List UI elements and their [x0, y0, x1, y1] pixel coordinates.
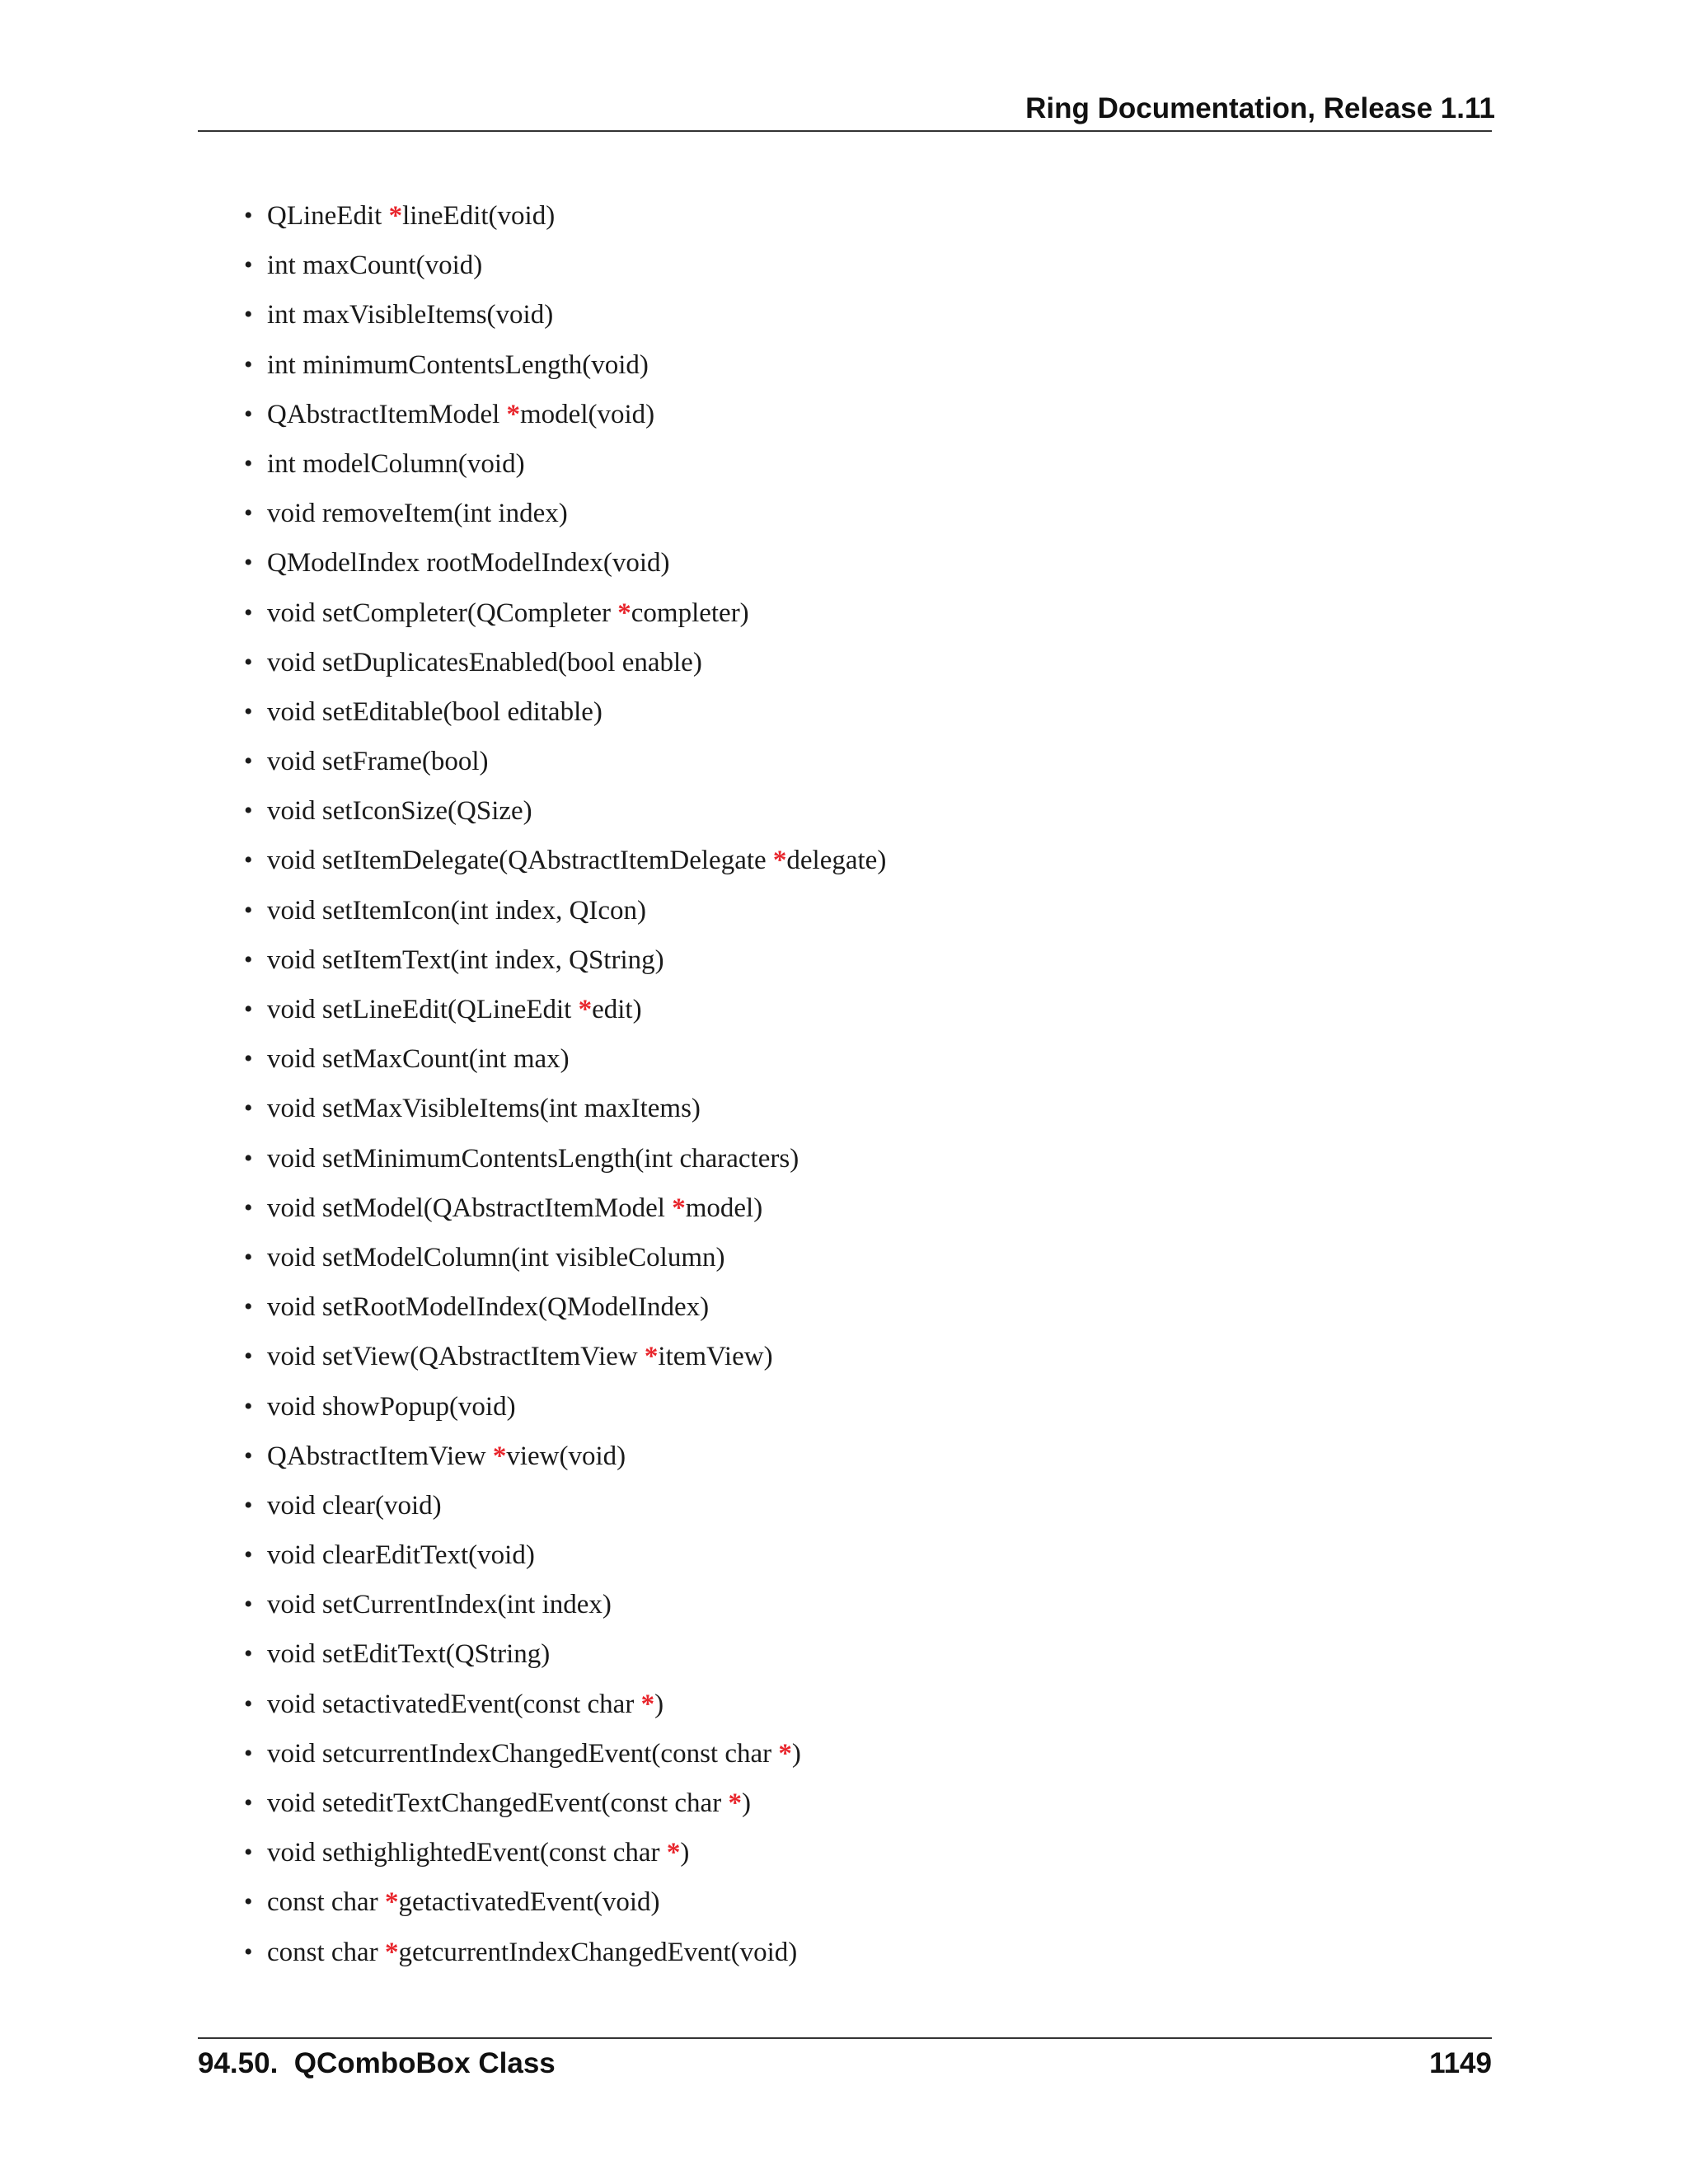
bullet-icon: •	[244, 598, 253, 626]
list-item	[0, 1785, 886, 1835]
method-signature-text: )	[791, 1738, 801, 1769]
bullet-icon: •	[244, 1789, 253, 1816]
method-signature-text: delegate)	[786, 846, 887, 876]
list-item	[0, 1636, 886, 1685]
list-item	[0, 644, 886, 694]
bullet-icon: •	[244, 1640, 253, 1668]
list-item	[0, 1934, 886, 1984]
list-item	[0, 1289, 886, 1338]
method-signature-text: void setItemIcon(int index, QIcon)	[267, 895, 647, 926]
pointer-asterisk: *	[384, 1937, 399, 1967]
list-item	[0, 1537, 886, 1586]
list-item	[0, 842, 886, 892]
bullet-icon: •	[244, 1243, 253, 1271]
list-item	[0, 1686, 886, 1736]
pointer-asterisk: *	[388, 201, 403, 231]
pointer-asterisk: *	[778, 1738, 792, 1769]
method-signature-text: int maxCount(void)	[267, 251, 483, 281]
method-signature-text: void setcurrentIndexChangedEvent(const char	[267, 1738, 779, 1769]
method-signature-text: void setModel(QAbstractItemModel	[267, 1193, 673, 1223]
method-signature-text: void setModelColumn(int visibleColumn)	[267, 1242, 725, 1272]
list-item	[0, 446, 886, 495]
method-signature-text: itemView)	[658, 1342, 773, 1372]
method-list	[0, 198, 886, 1984]
bullet-icon: •	[244, 549, 253, 577]
footer-section-title: 94.50. QComboBox Class	[198, 2047, 556, 2079]
bullet-icon: •	[244, 1938, 253, 1966]
list-item	[0, 1240, 886, 1289]
bullet-icon: •	[244, 846, 253, 874]
method-signature-text: QAbstractItemModel	[267, 399, 507, 429]
method-signature-text: )	[741, 1788, 751, 1818]
bullet-icon: •	[244, 1888, 253, 1916]
method-signature-text: void setLineEdit(QLineEdit	[267, 995, 579, 1024]
method-signature-text: int maxVisibleItems(void)	[267, 300, 554, 330]
method-signature-text: void setCurrentIndex(int index)	[267, 1590, 612, 1620]
bullet-icon: •	[244, 1193, 253, 1221]
bullet-icon: •	[244, 896, 253, 924]
pointer-asterisk: *	[578, 995, 593, 1024]
pointer-asterisk: *	[640, 1689, 655, 1719]
method-signature-text: void removeItem(int index)	[267, 499, 568, 529]
list-item	[0, 297, 886, 346]
method-signature-text: void setCompleter(QCompleter	[267, 598, 618, 628]
bullet-icon: •	[244, 1094, 253, 1122]
method-signature-text: void showPopup(void)	[267, 1391, 516, 1422]
list-item	[0, 198, 886, 247]
bullet-icon: •	[244, 1541, 253, 1569]
bullet-icon: •	[244, 797, 253, 825]
list-item	[0, 1389, 886, 1438]
method-signature-text: completer)	[631, 598, 749, 628]
bullet-icon: •	[244, 1441, 253, 1469]
bullet-icon: •	[244, 1591, 253, 1619]
pointer-asterisk: *	[728, 1788, 742, 1818]
list-item	[0, 247, 886, 297]
bullet-icon: •	[244, 301, 253, 329]
bullet-icon: •	[244, 1293, 253, 1321]
bullet-icon: •	[244, 1144, 253, 1172]
list-item	[0, 1884, 886, 1933]
bullet-icon: •	[244, 400, 253, 428]
method-signature-text: QLineEdit	[267, 201, 389, 231]
list-item	[0, 893, 886, 942]
method-signature-text: void setEditText(QString)	[267, 1639, 551, 1670]
method-signature-text: QModelIndex rootModelIndex(void)	[267, 548, 670, 579]
method-signature-text: edit)	[592, 995, 642, 1024]
method-signature-text: void clearEditText(void)	[267, 1540, 535, 1571]
list-item	[0, 991, 886, 1041]
method-signature-text: )	[654, 1689, 664, 1719]
list-item	[0, 1488, 886, 1537]
list-item	[0, 1190, 886, 1240]
method-signature-text: void seteditTextChangedEvent(const char	[267, 1788, 729, 1818]
method-signature-text: int modelColumn(void)	[267, 448, 525, 479]
method-signature-text: )	[680, 1838, 690, 1868]
list-item	[0, 1835, 886, 1884]
method-signature-text: void setEditable(bool editable)	[267, 696, 603, 727]
method-signature-text: void setactivatedEvent(const char	[267, 1689, 641, 1719]
method-signature-text: void setRootModelIndex(QModelIndex)	[267, 1292, 710, 1323]
pointer-asterisk: *	[617, 598, 631, 628]
bullet-icon: •	[244, 202, 253, 229]
list-item	[0, 1141, 886, 1190]
list-item	[0, 495, 886, 545]
method-signature-text: void setItemText(int index, QString)	[267, 944, 664, 975]
method-signature-text: void setFrame(bool)	[267, 747, 489, 777]
bullet-icon: •	[244, 449, 253, 477]
list-item	[0, 347, 886, 396]
method-signature-text: void setMaxCount(int max)	[267, 1044, 570, 1075]
bullet-icon: •	[244, 1739, 253, 1767]
list-item	[0, 1090, 886, 1140]
bullet-icon: •	[244, 697, 253, 725]
method-signature-text: void sethighlightedEvent(const char	[267, 1838, 667, 1868]
list-item	[0, 545, 886, 594]
bullet-icon: •	[244, 251, 253, 279]
list-item	[0, 396, 886, 446]
method-signature-text: lineEdit(void)	[402, 201, 556, 231]
bullet-icon: •	[244, 648, 253, 676]
list-item	[0, 793, 886, 842]
pointer-asterisk: *	[492, 1441, 507, 1471]
bullet-icon: •	[244, 1045, 253, 1073]
pointer-asterisk: *	[384, 1887, 399, 1918]
pointer-asterisk: *	[506, 399, 521, 429]
list-item	[0, 1586, 886, 1636]
bullet-icon: •	[244, 1491, 253, 1519]
method-signature-text: getcurrentIndexChangedEvent(void)	[398, 1937, 798, 1967]
method-signature-text: model)	[685, 1193, 763, 1223]
list-item	[0, 694, 886, 743]
list-item	[0, 1041, 886, 1090]
bullet-icon: •	[244, 1839, 253, 1867]
pointer-asterisk: *	[672, 1193, 686, 1223]
header-divider	[198, 130, 1492, 132]
method-signature-text: void setIconSize(QSize)	[267, 796, 532, 827]
bullet-icon: •	[244, 499, 253, 527]
bullet-icon: •	[244, 945, 253, 973]
bullet-icon: •	[244, 350, 253, 378]
method-signature-text: void clear(void)	[267, 1490, 442, 1521]
method-signature-text: void setView(QAbstractItemView	[267, 1342, 645, 1372]
list-item	[0, 1438, 886, 1488]
method-signature-text: model(void)	[520, 399, 655, 429]
method-signature-text: int minimumContentsLength(void)	[267, 349, 649, 380]
pointer-asterisk: *	[772, 846, 787, 876]
method-signature-text: void setMaxVisibleItems(int maxItems)	[267, 1094, 701, 1124]
pointer-asterisk: *	[644, 1342, 659, 1372]
pointer-asterisk: *	[666, 1838, 681, 1868]
bullet-icon: •	[244, 1343, 253, 1371]
running-header-title: Ring Documentation, Release 1.11	[1025, 92, 1495, 124]
method-signature-text: view(void)	[506, 1441, 626, 1471]
method-signature-text: const char	[267, 1937, 385, 1967]
method-signature-text: getactivatedEvent(void)	[398, 1887, 660, 1918]
list-item	[0, 1338, 886, 1388]
bullet-icon: •	[244, 748, 253, 776]
method-signature-text: void setMinimumContentsLength(int characters)	[267, 1143, 799, 1174]
list-item	[0, 1736, 886, 1785]
bullet-icon: •	[244, 996, 253, 1023]
method-signature-text: void setDuplicatesEnabled(bool enable)	[267, 647, 702, 677]
list-item	[0, 595, 886, 644]
bullet-icon: •	[244, 1690, 253, 1718]
list-item	[0, 743, 886, 793]
method-signature-text: const char	[267, 1887, 385, 1918]
method-signature-text: QAbstractItemView	[267, 1441, 493, 1471]
list-item	[0, 942, 886, 991]
bullet-icon: •	[244, 1392, 253, 1420]
page-number: 1149	[1429, 2047, 1492, 2079]
footer-divider	[198, 2037, 1492, 2039]
method-signature-text: void setItemDelegate(QAbstractItemDelegate	[267, 846, 773, 876]
